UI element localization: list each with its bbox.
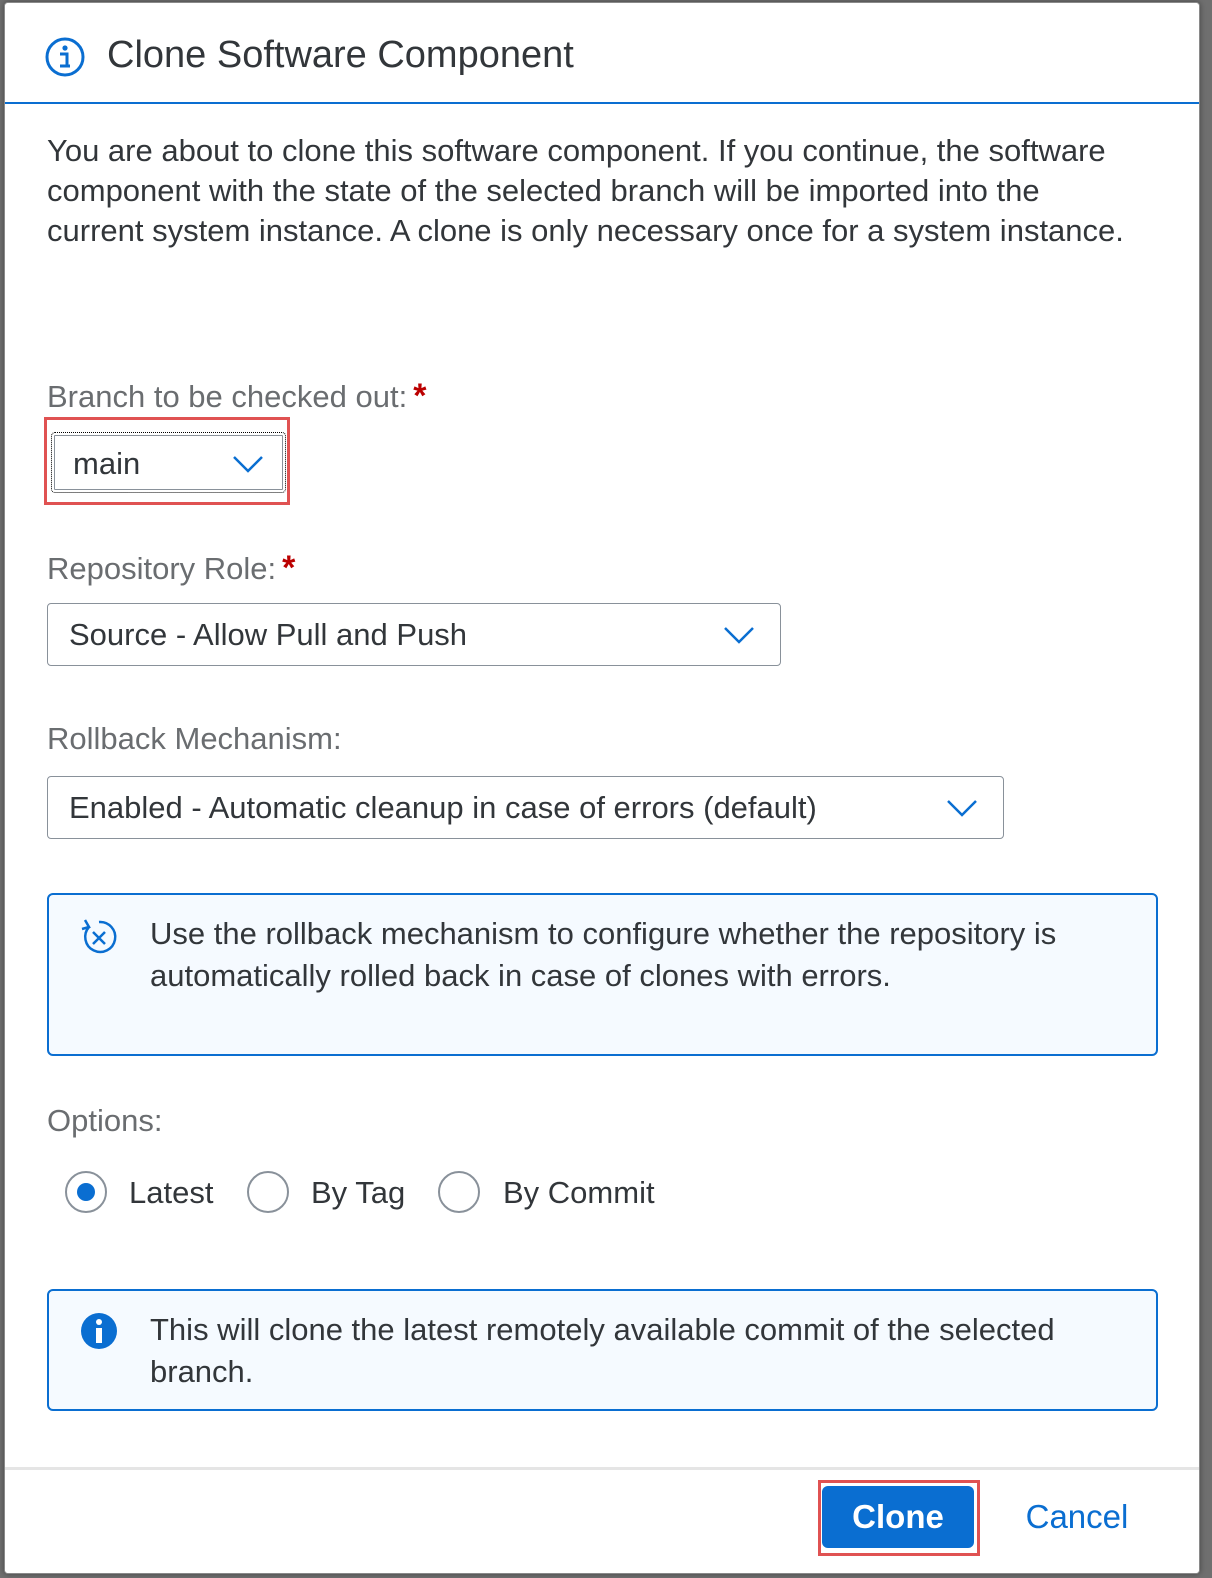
radio-latest-label[interactable]: Latest [129,1175,214,1210]
rollback-info-strip [47,893,1158,1056]
radio-latest[interactable] [65,1171,107,1213]
rollback-cancel-icon [79,917,119,957]
radio-by-tag-label[interactable]: By Tag [311,1175,406,1210]
rollback-value: Enabled - Automatic cleanup in case of errors (default) [69,790,817,825]
chevron-down-icon [232,453,264,475]
branch-label [47,377,426,416]
radio-by-commit-label[interactable]: By Commit [503,1175,655,1210]
branch-select[interactable] [51,432,286,493]
required-mark: * [282,549,296,587]
dialog-header [5,3,1199,104]
clone-button[interactable]: Clone [822,1486,974,1548]
radio-by-tag[interactable] [247,1171,289,1213]
rollback-info-text: Use the rollback mechanism to configure whether the repository is automatically rolled back in case of clones with errors. [150,916,1057,993]
cancel-button[interactable]: Cancel [1025,1498,1129,1535]
options-info-strip [47,1289,1158,1411]
repository-role-select[interactable] [47,603,781,666]
options-label: Options: [47,1103,163,1138]
options-radio-group [65,1171,765,1221]
rollback-label: Rollback Mechanism: [47,721,342,756]
repository-role-label [47,549,295,588]
info-icon [79,1311,119,1351]
dialog-title: Clone Software Component [107,34,574,76]
rollback-select[interactable] [47,776,1004,839]
repository-role-value: Source - Allow Pull and Push [69,617,468,652]
branch-label-text: Branch to be checked out: [47,379,408,414]
intro-text: You are about to clone this software component. If you continue, the software component with the state of the selected branch will be imported into the current system instance. A clone is only necessary once for a system instance. [47,133,1124,248]
options-info-text: This will clone the latest remotely available commit of the selected branch. [150,1312,1055,1389]
chevron-down-icon [723,624,755,646]
chevron-down-icon [946,797,978,819]
repository-role-label-text: Repository Role: [47,551,277,586]
info-circle-icon [44,36,86,78]
required-mark: * [413,377,427,415]
branch-select-value: main [73,446,141,481]
clone-dialog [4,2,1200,1574]
radio-by-commit[interactable] [438,1171,480,1213]
